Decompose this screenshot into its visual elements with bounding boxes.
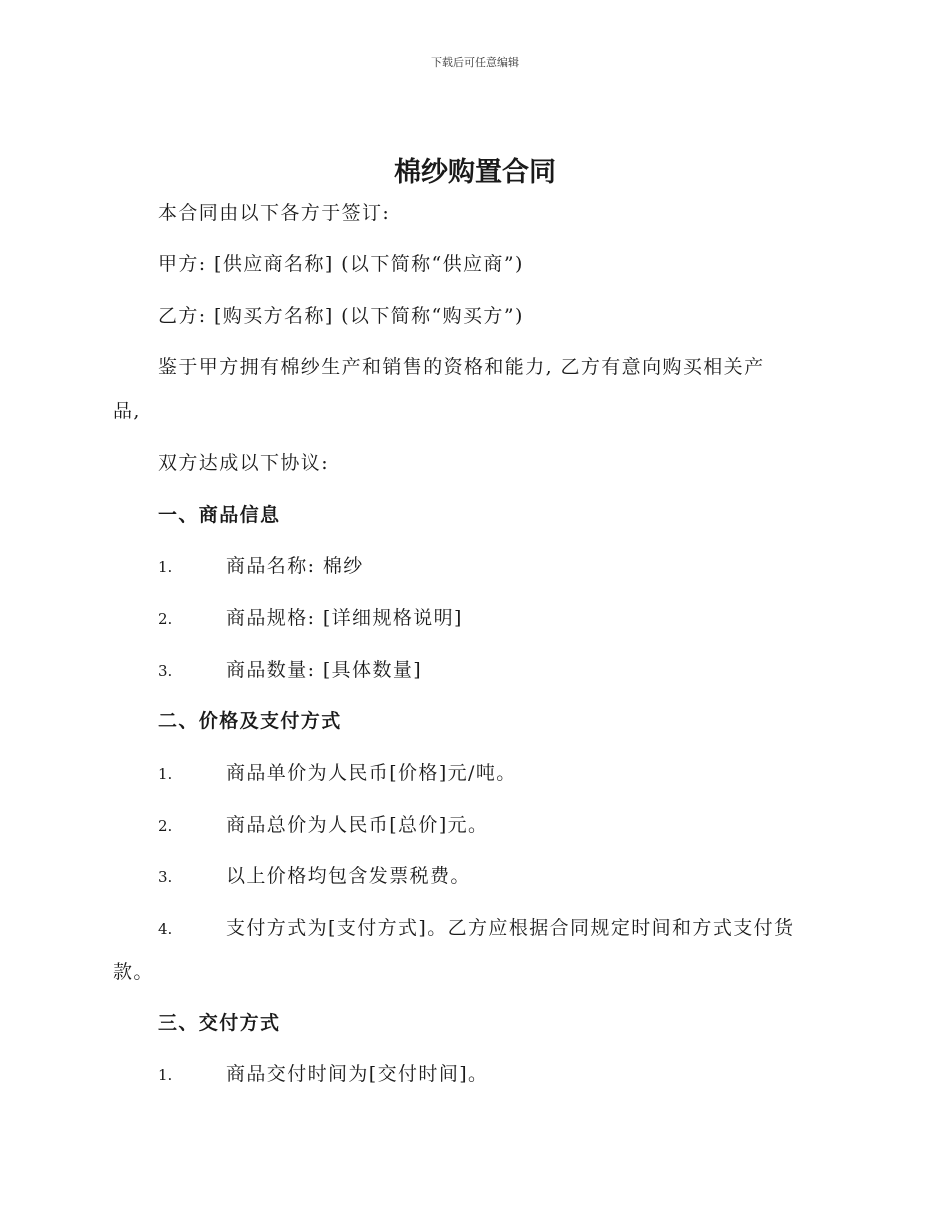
item-text: 商品名称: 棉纱 bbox=[226, 555, 364, 577]
agreement-line: 双方达成以下协议: bbox=[158, 452, 330, 474]
item-number: 1. bbox=[158, 558, 173, 576]
party-a-line: 甲方: [供应商名称] (以下简称“供应商”) bbox=[158, 253, 524, 275]
item-continuation: 款。 bbox=[113, 961, 154, 983]
preamble-line: 鉴于甲方拥有棉纱生产和销售的资格和能力, 乙方有意向购买相关产 bbox=[158, 356, 765, 378]
item-text: 商品单价为人民币[价格]元/吨。 bbox=[226, 762, 517, 784]
item-number: 2. bbox=[158, 610, 173, 628]
item-text: 商品数量: [具体数量] bbox=[226, 659, 423, 681]
item-text: 支付方式为[支付方式]。乙方应根据合同规定时间和方式支付货 bbox=[226, 917, 795, 939]
list-item bbox=[158, 758, 517, 785]
item-number: 3. bbox=[158, 662, 173, 680]
list-item bbox=[158, 551, 364, 578]
item-number: 1. bbox=[158, 765, 173, 783]
item-text: 商品交付时间为[交付时间]。 bbox=[226, 1063, 489, 1085]
item-number: 2. bbox=[158, 817, 173, 835]
section-heading: 三、交付方式 bbox=[158, 1012, 281, 1034]
preamble-continuation: 品, bbox=[113, 400, 141, 422]
item-text: 以上价格均包含发票税费。 bbox=[226, 865, 471, 887]
section-heading: 一、商品信息 bbox=[158, 504, 281, 526]
list-item bbox=[158, 655, 422, 682]
list-item bbox=[158, 810, 488, 837]
section-heading: 二、价格及支付方式 bbox=[158, 710, 342, 732]
list-item bbox=[158, 603, 463, 630]
item-number: 4. bbox=[158, 920, 173, 938]
item-text: 商品总价为人民币[总价]元。 bbox=[226, 814, 489, 836]
list-item bbox=[158, 913, 794, 940]
header-note: 下载后可任意编辑 bbox=[431, 56, 519, 69]
list-item bbox=[158, 1059, 488, 1086]
document-title: 棉纱购置合同 bbox=[394, 157, 556, 188]
list-item bbox=[158, 861, 471, 888]
intro-paragraph: 本合同由以下各方于签订: bbox=[158, 202, 391, 224]
item-number: 3. bbox=[158, 868, 173, 886]
party-b-line: 乙方: [购买方名称] (以下简称“购买方”) bbox=[158, 305, 524, 327]
item-text: 商品规格: [详细规格说明] bbox=[226, 607, 463, 629]
item-number: 1. bbox=[158, 1066, 173, 1084]
